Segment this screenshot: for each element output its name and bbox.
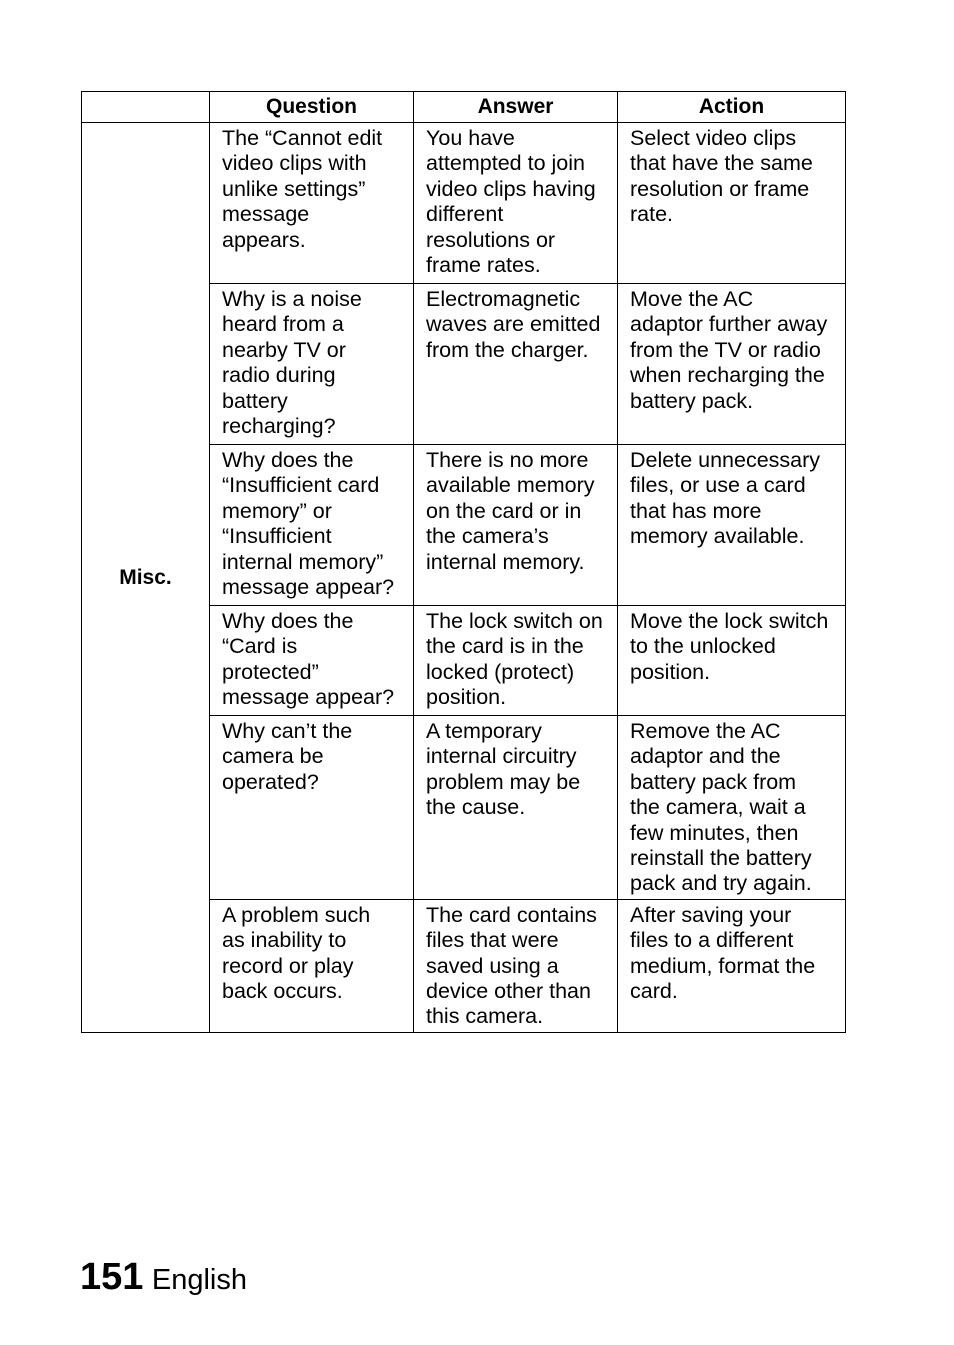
action-cell: [618, 606, 846, 716]
action-cell: [618, 284, 846, 445]
answer-cell: [414, 284, 618, 445]
action-cell: [618, 716, 846, 900]
question-cell: [210, 606, 414, 716]
answer-text: Electromagnetic waves are emitted from the charger.: [426, 287, 601, 362]
action-cell: [618, 123, 846, 284]
question-text: A problem such as inability to record or play back occurs.: [222, 902, 371, 1004]
page-number: 151: [80, 1256, 144, 1298]
header-answer: Answer: [414, 92, 618, 123]
header-row: [82, 92, 846, 123]
header-category: [82, 92, 210, 123]
header-action: Action: [618, 92, 846, 123]
question-cell: [210, 123, 414, 284]
answer-cell: [414, 899, 618, 1032]
answer-cell: [414, 606, 618, 716]
page-language: English: [151, 1264, 247, 1296]
action-text: Delete unnecessary files, or use a card that has more memory available.: [630, 448, 821, 549]
question-text: Why does the “Card is protected” message appear?: [222, 609, 395, 710]
question-text: Why does the “Insufficient card memory” or “Insufficient internal memory” message appear?: [222, 448, 395, 600]
action-text: Remove the AC adaptor and the battery pack from the camera, wait a few minutes, then reinstall the battery pack and try again.: [630, 719, 812, 896]
question-cell: [210, 284, 414, 445]
question-text: The “Cannot edit video clips with unlike settings” message appears.: [222, 126, 383, 252]
page-footer: [80, 1256, 247, 1299]
answer-text: You have attempted to join video clips having different resolutions or frame rates.: [426, 126, 596, 278]
answer-cell: [414, 445, 618, 606]
answer-cell: [414, 716, 618, 900]
answer-text: There is no more available memory on the card or in the camera’s internal memory.: [426, 448, 595, 574]
question-text: Why is a noise heard from a nearby TV or radio during battery recharging?: [222, 287, 362, 439]
category-cell: Misc.: [82, 123, 210, 1033]
action-cell: [618, 899, 846, 1032]
header-question: Question: [210, 92, 414, 123]
action-text: Move the lock switch to the unlocked position.: [630, 609, 829, 684]
question-cell: [210, 899, 414, 1032]
question-cell: [210, 716, 414, 900]
action-text: After saving your files to a different medium, format the card.: [630, 902, 816, 1004]
table-row: [82, 123, 846, 284]
question-cell: [210, 445, 414, 606]
answer-text: The lock switch on the card is in the locked (protect) position.: [426, 609, 603, 710]
answer-text: A temporary internal circuitry problem may be the cause.: [426, 719, 581, 820]
action-text: Move the AC adaptor further away from the TV or radio when recharging the battery pack.: [630, 287, 828, 413]
troubleshooting-table: [81, 91, 846, 1033]
answer-text: The card contains files that were saved using a device other than this camera.: [426, 902, 597, 1029]
action-cell: [618, 445, 846, 606]
answer-cell: [414, 123, 618, 284]
question-text: Why can’t the camera be operated?: [222, 719, 353, 794]
action-text: Select video clips that have the same resolution or frame rate.: [630, 126, 813, 227]
